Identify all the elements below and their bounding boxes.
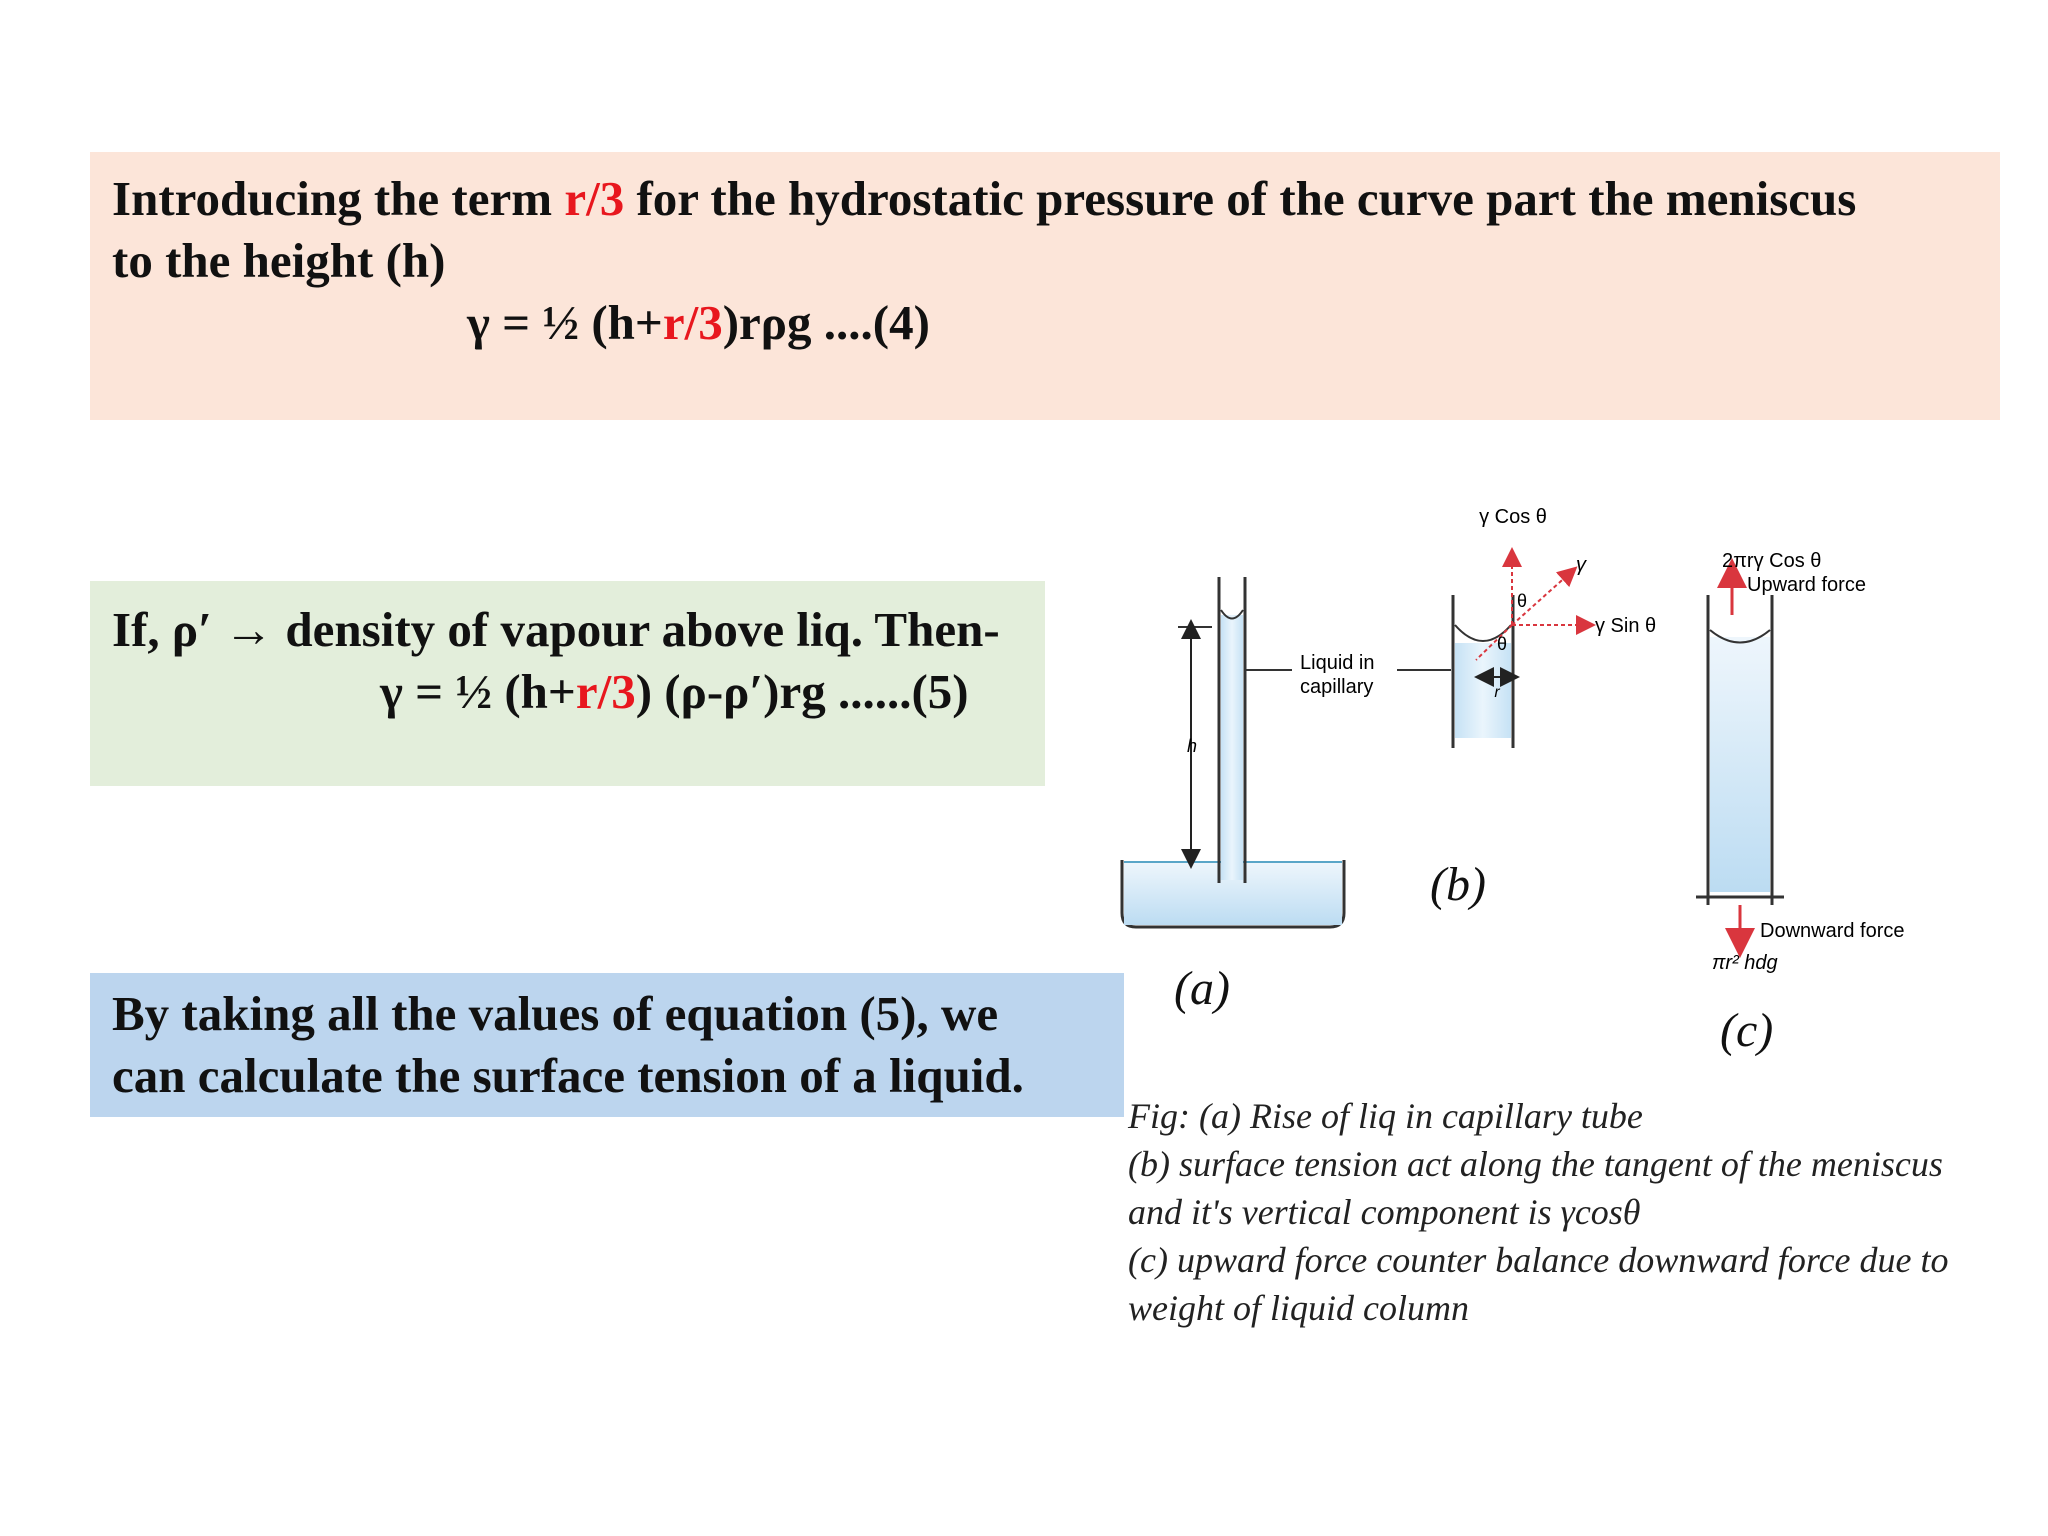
caption-line-4: (c) upward force counter balance downward force due to [1128, 1240, 1949, 1280]
figure-label-b: (b) [1430, 858, 1486, 911]
figure-label-a: (a) [1174, 962, 1230, 1015]
figure-label-c: (c) [1720, 1004, 1774, 1057]
equation-5-highlight: r/3 [575, 664, 636, 719]
upward-force-label: Upward force [1747, 574, 1866, 596]
capillary-tube-a [1221, 615, 1243, 880]
figure-caption [1128, 1092, 2048, 1332]
intro-box [90, 152, 2000, 420]
capillary-tube-b [1455, 643, 1511, 738]
theta-label-1: θ [1517, 591, 1528, 611]
diagram-b [1397, 506, 1656, 748]
liquid-label-1: Liquid in [1300, 652, 1375, 674]
gamma-cos-label: γ Cos θ [1479, 506, 1547, 528]
upward-eq-label: 2πrγ Cos θ [1722, 550, 1822, 572]
conclusion-box [90, 973, 1124, 1117]
caption-line-1: Fig: (a) Rise of liq in capillary tube [1128, 1096, 1643, 1136]
caption-line-3: and it's vertical component is γcosθ [1128, 1192, 1641, 1232]
theta-label-2: θ [1497, 634, 1508, 654]
h-label: h [1186, 736, 1198, 756]
diagram-c [1696, 550, 1905, 974]
capillary-diagram [1100, 495, 2040, 1115]
equation-5: γ = ½ (h+r/3) (ρ-ρ′)rg ......(5) [380, 664, 969, 719]
liquid-label-2: capillary [1300, 676, 1374, 698]
vapour-box [90, 581, 1045, 786]
conclusion-line-2: can calculate the surface tension of a liquid. [112, 1048, 1024, 1103]
downward-eq-label: πr² hdg [1712, 952, 1778, 974]
downward-force-label: Downward force [1760, 920, 1905, 942]
gamma-label: γ [1576, 554, 1586, 576]
caption-line-2: (b) surface tension act along the tangent of the meniscus [1128, 1144, 1943, 1184]
intro-line-2: to the height (h) [112, 233, 446, 288]
capillary-figure [1100, 495, 2040, 1115]
r-over-3-highlight: r/3 [564, 171, 625, 226]
r-label: r [1494, 684, 1500, 701]
vapour-line-1: If, ρ′ → density of vapour above liq. Then- [112, 602, 1000, 657]
equation-4: γ = ½ (h+r/3)rρg ....(4) [467, 295, 930, 350]
caption-line-5: weight of liquid column [1128, 1288, 1469, 1328]
intro-line-1: Introducing the term r/3 for the hydrostatic pressure of the curve part the meniscus [112, 171, 1857, 226]
equation-4-highlight: r/3 [662, 295, 723, 350]
gamma-sin-label: γ Sin θ [1595, 615, 1657, 637]
capillary-tube-c [1710, 637, 1770, 892]
conclusion-line-1: By taking all the values of equation (5), we [112, 986, 999, 1041]
diagram-a [1122, 577, 1375, 927]
